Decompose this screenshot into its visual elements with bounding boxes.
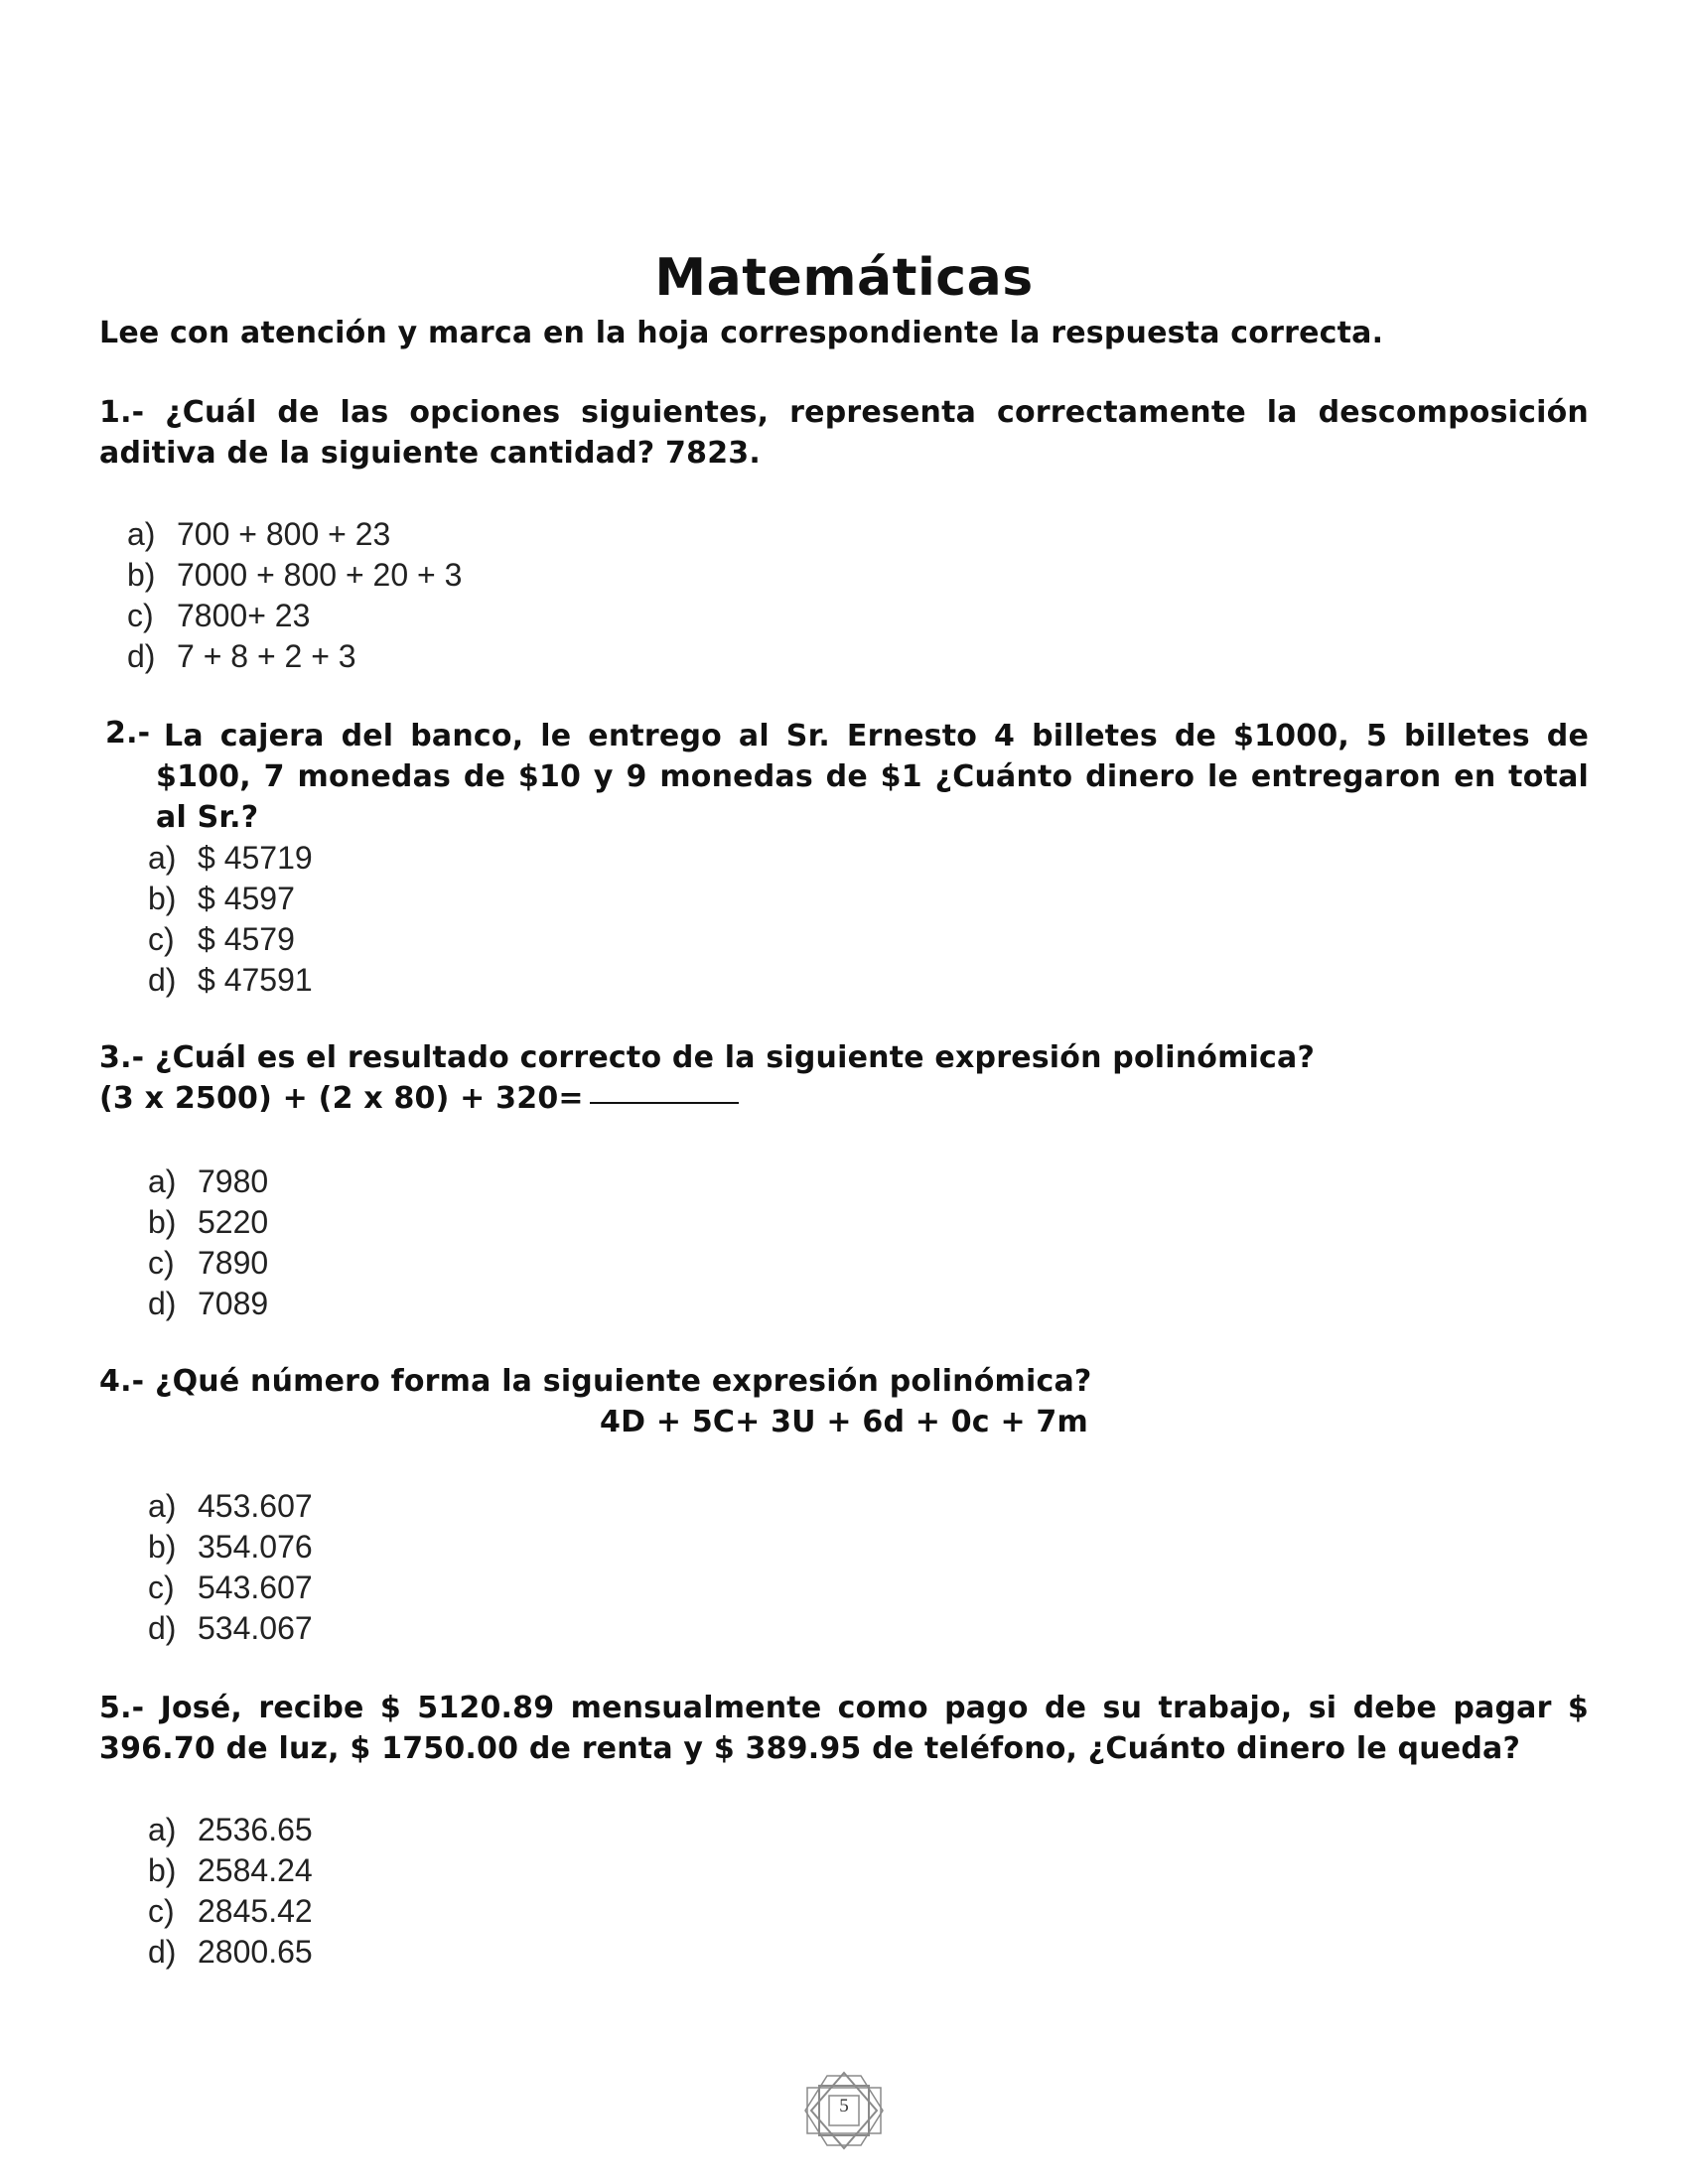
option-letter: a) [148, 1488, 177, 1524]
option-text: 534.067 [198, 1610, 313, 1646]
question-5-text: 5.- José, recibe $ 5120.89 mensualmente como pago de su trabajo, si debe pagar $ 396.70 de luz, $ 1750.00 de renta y $ 389.95 de teléfono, ¿Cuánto dinero le queda? [99, 1691, 1589, 1766]
option-2a[interactable] [148, 838, 313, 879]
question-2-text: La cajera del banco, le entrego al Sr. Ernesto 4 billetes de $1000, 5 billetes de $100, 7 monedas de $10 y 9 monedas de $1 ¿Cuánto dinero le entregaron en total al Sr.? [156, 719, 1589, 835]
option-text: 7000 + 800 + 20 + 3 [177, 557, 463, 593]
option-letter: d) [148, 1610, 177, 1646]
option-letter: c) [127, 598, 154, 633]
option-text: $ 45719 [198, 840, 313, 876]
option-text: 2584.24 [198, 1852, 313, 1888]
option-letter: c) [148, 921, 175, 957]
option-text: 7 + 8 + 2 + 3 [177, 638, 356, 674]
option-text: 5220 [198, 1204, 269, 1240]
option-4a[interactable] [148, 1486, 313, 1527]
option-5d[interactable] [148, 1932, 313, 1973]
option-letter: b) [127, 557, 156, 593]
option-text: 7980 [198, 1163, 269, 1199]
option-text: $ 47591 [198, 962, 313, 998]
option-5b[interactable] [148, 1850, 313, 1891]
option-letter: a) [148, 840, 177, 876]
option-letter: c) [148, 1893, 175, 1929]
option-4c[interactable] [148, 1568, 313, 1608]
option-4d[interactable] [148, 1608, 313, 1649]
question-3-expression: (3 x 2500) + (2 x 80) + 320= [99, 1081, 584, 1116]
question-3-text: 3.- ¿Cuál es el resultado correcto de la siguiente expresión polinómica? [99, 1040, 1316, 1075]
option-letter: b) [148, 1529, 177, 1565]
option-letter: a) [148, 1163, 177, 1199]
option-3b[interactable] [148, 1202, 268, 1243]
option-5a[interactable] [148, 1810, 313, 1850]
option-2b[interactable] [148, 879, 313, 919]
option-3c[interactable] [148, 1243, 268, 1284]
question-2-options [148, 838, 313, 1001]
answer-blank [590, 1102, 739, 1104]
option-letter: b) [148, 881, 177, 916]
page-number: 5 [839, 2096, 849, 2116]
option-letter: d) [148, 1286, 177, 1321]
option-text: 354.076 [198, 1529, 313, 1565]
question-4-options [148, 1486, 313, 1649]
option-1b[interactable] [127, 555, 462, 596]
question-1-text: 1.- ¿Cuál de las opciones siguientes, representa correctamente la descomposición aditiva de la siguiente cantidad? 7823. [99, 395, 1589, 471]
option-5c[interactable] [148, 1891, 313, 1932]
option-4b[interactable] [148, 1527, 313, 1568]
option-text: 2800.65 [198, 1934, 313, 1970]
option-text: 543.607 [198, 1570, 313, 1605]
option-3d[interactable] [148, 1284, 268, 1324]
option-text: $ 4579 [198, 921, 295, 957]
question-2-number: 2.- [105, 716, 151, 751]
question-3-expression-line [99, 1081, 739, 1116]
option-text: 453.607 [198, 1488, 313, 1524]
option-letter: d) [127, 638, 156, 674]
question-4-expression: 4D + 5C+ 3U + 6d + 0c + 7m [600, 1405, 1088, 1439]
question-3-options [148, 1161, 268, 1324]
option-text: 2536.65 [198, 1812, 313, 1847]
option-text: $ 4597 [198, 881, 295, 916]
option-letter: c) [148, 1245, 175, 1281]
option-letter: a) [127, 516, 156, 552]
option-letter: d) [148, 1934, 177, 1970]
question-4-text: 4.- ¿Qué número forma la siguiente expresión polinómica? [99, 1364, 1092, 1399]
option-1a[interactable] [127, 514, 462, 555]
option-text: 2845.42 [198, 1893, 313, 1929]
option-letter: a) [148, 1812, 177, 1847]
question-5-options [148, 1810, 313, 1973]
option-letter: b) [148, 1204, 177, 1240]
option-2c[interactable] [148, 919, 313, 960]
option-text: 7890 [198, 1245, 269, 1281]
option-2d[interactable] [148, 960, 313, 1001]
question-1-options [127, 514, 462, 677]
option-1d[interactable] [127, 636, 462, 677]
page-number-badge [799, 2070, 889, 2151]
instructions: Lee con atención y marca en la hoja correspondiente la respuesta correcta. [99, 316, 1384, 350]
option-3a[interactable] [148, 1161, 268, 1202]
option-1c[interactable] [127, 596, 462, 636]
option-letter: d) [148, 962, 177, 998]
page-title: Matemáticas [654, 248, 1034, 308]
option-text: 7800+ 23 [177, 598, 311, 633]
option-text: 7089 [198, 1286, 269, 1321]
option-letter: b) [148, 1852, 177, 1888]
option-text: 700 + 800 + 23 [177, 516, 391, 552]
option-letter: c) [148, 1570, 175, 1605]
